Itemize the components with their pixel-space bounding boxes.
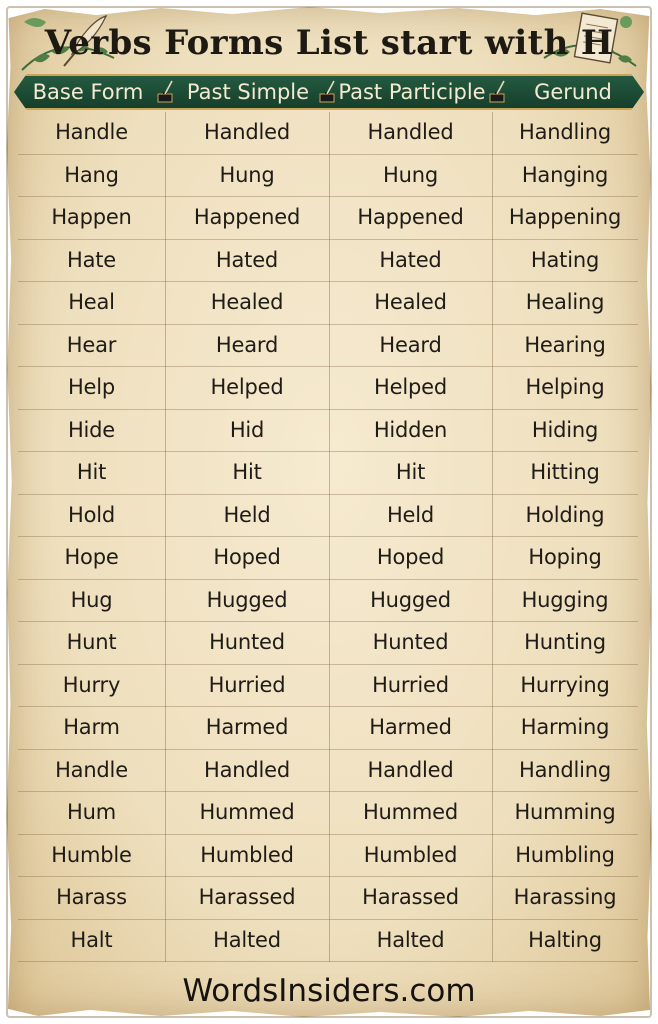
cell-gerund: Helping: [525, 375, 605, 399]
cell-gerund: Harassing: [513, 885, 617, 909]
cell-base-form: Halt: [70, 927, 113, 952]
cell-past-participle: Halted: [376, 927, 445, 952]
cell-past-participle: Handled: [367, 120, 454, 144]
cell-gerund: Halting: [528, 927, 602, 952]
cell-gerund: Humming: [514, 800, 616, 824]
cell-past-simple: Hunted: [209, 630, 285, 654]
cell-gerund: Hearing: [524, 332, 606, 357]
cell-base-form: Hate: [66, 247, 116, 272]
table-row: [18, 792, 638, 835]
table-row: [18, 877, 638, 920]
cell-past-participle: Hoped: [376, 545, 445, 569]
table-row: [18, 835, 638, 878]
cell-base-form: Help: [67, 375, 116, 399]
cell-base-form: Harass: [56, 885, 127, 909]
cell-past-participle: Hidden: [373, 417, 448, 442]
cell-base-form: Hum: [67, 800, 116, 824]
cell-gerund: Handling: [518, 757, 611, 782]
cell-past-participle: Healed: [374, 290, 447, 314]
cell-gerund: Hoping: [528, 545, 602, 569]
cell-base-form: Hit: [76, 460, 107, 484]
inkwell-icon: [486, 80, 508, 104]
cell-past-simple: Harassed: [198, 885, 296, 909]
cell-past-participle: Harassed: [362, 885, 459, 909]
footer-site-name: WordsInsiders.com: [182, 973, 476, 1009]
cell-base-form: Hope: [64, 545, 119, 569]
cell-gerund: Hating: [530, 247, 600, 272]
header-base-form: Base Form: [32, 80, 144, 104]
cell-gerund: Holding: [525, 502, 605, 527]
cell-base-form: Handle: [55, 120, 128, 144]
cell-past-simple: Hung: [219, 162, 275, 187]
cell-past-participle: Harmed: [369, 715, 452, 739]
header-past-simple: Past Simple: [186, 80, 310, 104]
cell-base-form: Happen: [51, 205, 132, 229]
cell-past-participle: Handled: [367, 757, 454, 782]
cell-gerund: Happening: [508, 205, 622, 229]
cell-past-simple: Helped: [210, 375, 284, 399]
cell-past-participle: Helped: [374, 375, 447, 399]
cell-base-form: Heal: [68, 290, 115, 314]
cell-past-participle: Hated: [379, 247, 442, 272]
cell-past-simple: Hugged: [206, 587, 288, 612]
header-past-participle: Past Participle: [338, 80, 486, 104]
cell-gerund: Handling: [518, 120, 611, 144]
cell-base-form: Hang: [64, 162, 119, 187]
table-row: [18, 580, 638, 623]
cell-past-participle: Humbled: [363, 842, 458, 867]
cell-past-participle: Happened: [357, 205, 464, 229]
cell-base-form: Hide: [67, 417, 116, 442]
inkwell-icon: [154, 80, 176, 104]
cell-past-simple: Hated: [215, 247, 279, 272]
cell-base-form: Hold: [67, 502, 115, 527]
table-row: [18, 750, 638, 793]
cell-gerund: Hurrying: [520, 672, 610, 697]
cell-past-participle: Hugged: [370, 587, 451, 612]
cell-past-participle: Hummed: [362, 800, 459, 824]
page-title: Verbs Forms List start with H: [44, 23, 614, 63]
cell-past-simple: Hurried: [208, 672, 286, 697]
table-row: [18, 367, 638, 410]
cell-gerund: Hitting: [530, 460, 600, 484]
table-row: [18, 155, 638, 198]
verb-forms-table: [18, 112, 638, 962]
table-row: [18, 665, 638, 708]
table-row: [18, 240, 638, 283]
cell-gerund: Hiding: [531, 417, 599, 442]
cell-base-form: Humble: [51, 842, 132, 867]
cell-base-form: Hunt: [66, 630, 117, 654]
cell-past-simple: Hid: [229, 417, 265, 442]
cell-past-participle: Hunted: [372, 630, 449, 654]
cell-past-participle: Held: [386, 502, 435, 527]
table-row: [18, 920, 638, 963]
cell-base-form: Hug: [70, 587, 113, 612]
cell-gerund: Humbling: [515, 842, 615, 867]
cell-gerund: Hunting: [524, 630, 606, 654]
cell-past-simple: Healed: [210, 290, 284, 314]
cell-past-simple: Halted: [213, 927, 281, 952]
cell-past-simple: Handled: [204, 120, 290, 144]
cell-past-simple: Happened: [193, 205, 301, 229]
inkwell-icon: [316, 80, 338, 104]
cell-past-simple: Harmed: [205, 715, 289, 739]
table-row: [18, 282, 638, 325]
cell-past-simple: Hit: [232, 460, 262, 484]
table-row: [18, 112, 638, 155]
cell-past-simple: Held: [223, 502, 271, 527]
table-row: [18, 622, 638, 665]
table-row: [18, 452, 638, 495]
cell-past-simple: Heard: [215, 332, 279, 357]
cell-gerund: Harming: [520, 715, 610, 739]
table-row: [18, 410, 638, 453]
cell-past-simple: Hummed: [199, 800, 295, 824]
cell-base-form: Harm: [63, 715, 120, 739]
table-row: [18, 197, 638, 240]
cell-past-simple: Hoped: [213, 545, 281, 569]
cell-past-simple: Handled: [204, 757, 290, 782]
table-row: [18, 537, 638, 580]
cell-base-form: Handle: [55, 757, 128, 782]
cell-past-participle: Hit: [395, 460, 426, 484]
cell-gerund: Hanging: [521, 162, 609, 187]
cell-gerund: Healing: [525, 290, 605, 314]
cell-past-participle: Hung: [383, 162, 438, 187]
header-gerund: Gerund: [534, 80, 612, 104]
cell-past-participle: Heard: [379, 332, 442, 357]
cell-past-participle: Hurried: [372, 672, 449, 697]
cell-base-form: Hear: [66, 332, 117, 357]
cell-past-simple: Humbled: [200, 842, 294, 867]
table-row: [18, 707, 638, 750]
table-row: [18, 495, 638, 538]
cell-base-form: Hurry: [62, 672, 121, 697]
table-row: [18, 325, 638, 368]
cell-gerund: Hugging: [521, 587, 609, 612]
